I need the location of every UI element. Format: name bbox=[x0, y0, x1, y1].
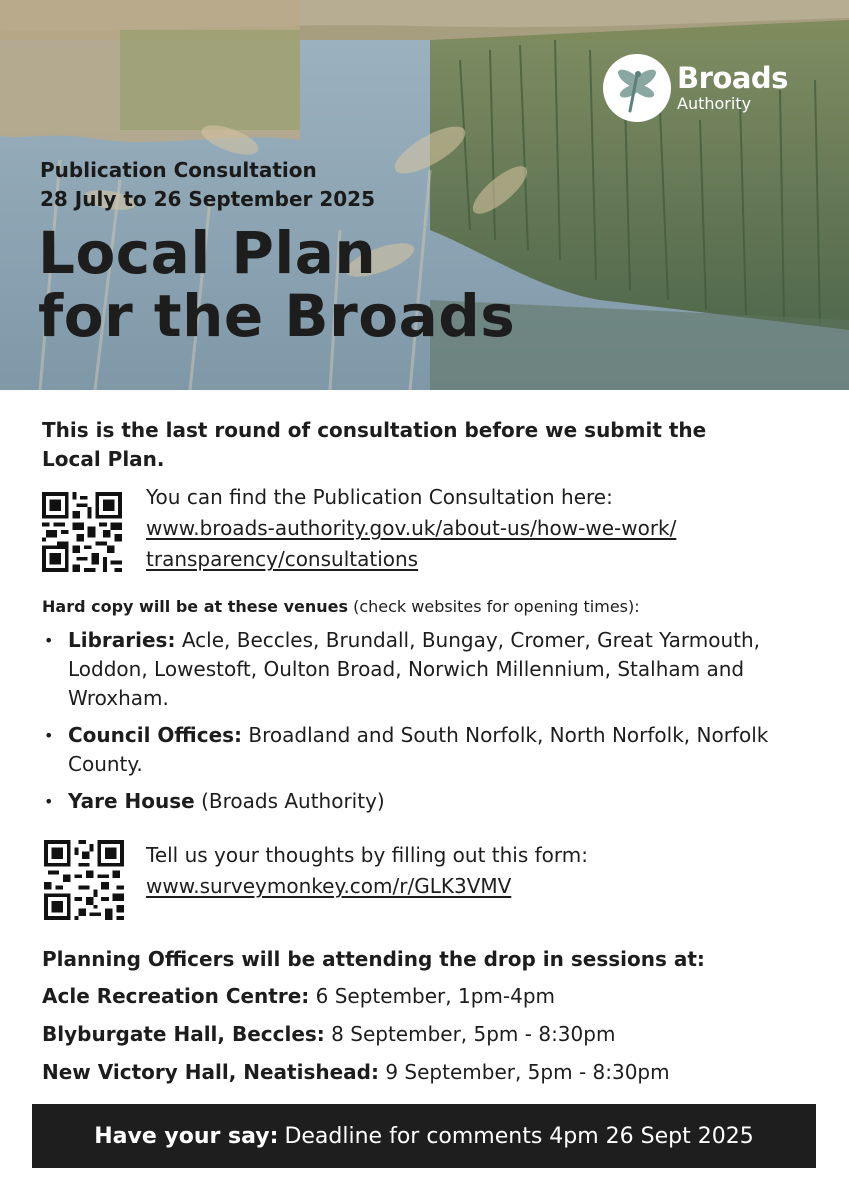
consultation-text: You can find the Publication Consultation here: bbox=[146, 485, 613, 509]
consultation-period bbox=[40, 156, 375, 214]
survey-text: Tell us your thoughts by filling out this form: bbox=[146, 843, 589, 867]
list-item bbox=[42, 787, 822, 816]
consultation-link[interactable] bbox=[146, 516, 676, 571]
venue-label: Libraries: bbox=[68, 628, 176, 652]
venue-text: (Broads Authority) bbox=[194, 789, 385, 813]
session-time: 6 September, 1pm-4pm bbox=[309, 984, 556, 1008]
session-list bbox=[42, 982, 670, 1096]
venue-label: Council Offices: bbox=[68, 723, 243, 747]
venue-text: Broadland and South Norfolk, North Norfolk, Norfolk County. bbox=[68, 723, 769, 776]
qr-code-survey-icon bbox=[44, 840, 124, 920]
page-title bbox=[38, 219, 516, 350]
venues-heading-bold: Hard copy will be at these venues bbox=[42, 597, 348, 616]
venue-list bbox=[42, 626, 822, 824]
sessions-heading: Planning Officers will be attending the drop in sessions at: bbox=[42, 947, 705, 971]
intro-text: This is the last round of consultation before we submit the Local Plan. bbox=[42, 418, 707, 471]
session-venue: New Victory Hall, Neatishead: bbox=[42, 1060, 379, 1084]
title-line-2: for the Broads bbox=[38, 282, 516, 350]
venue-text: Acle, Beccles, Brundall, Bungay, Cromer, Great Yarmouth, Loddon, Lowestoft, Oulton Broad, Norwich Millennium, Stalham and Wroxham. bbox=[68, 628, 760, 710]
kicker-line-1: Publication Consultation bbox=[40, 158, 317, 182]
consultation-info bbox=[146, 482, 806, 575]
list-item bbox=[42, 626, 822, 713]
venue-label: Yare House bbox=[68, 789, 195, 813]
kicker-line-2: 28 July to 26 September 2025 bbox=[40, 187, 376, 211]
consultation-link-line-1: www.broads-authority.gov.uk/about-us/how-we-work/ bbox=[146, 516, 677, 540]
hero-photo bbox=[0, 0, 849, 390]
broads-authority-logo bbox=[603, 54, 788, 122]
qr-code-consultation-icon bbox=[42, 492, 122, 572]
list-item bbox=[42, 1020, 670, 1049]
list-item bbox=[42, 721, 822, 779]
session-venue: Acle Recreation Centre: bbox=[42, 984, 310, 1008]
list-item bbox=[42, 982, 670, 1011]
consultation-link-line-2: transparency/consultations bbox=[146, 547, 419, 571]
banner-bold: Have your say: bbox=[94, 1123, 279, 1149]
logo-name: Broads bbox=[677, 61, 788, 95]
list-item bbox=[42, 1058, 670, 1087]
survey-info bbox=[146, 840, 806, 902]
logo-subtitle: Authority bbox=[677, 94, 752, 113]
dragonfly-icon bbox=[603, 54, 671, 122]
venues-heading bbox=[42, 596, 640, 618]
deadline-banner bbox=[32, 1104, 816, 1168]
title-line-1: Local Plan bbox=[38, 219, 377, 287]
venues-heading-rest: (check websites for opening times): bbox=[348, 597, 640, 616]
session-time: 9 September, 5pm - 8:30pm bbox=[378, 1060, 670, 1084]
session-time: 8 September, 5pm - 8:30pm bbox=[324, 1022, 616, 1046]
survey-link[interactable]: www.surveymonkey.com/r/GLK3VMV bbox=[146, 874, 512, 898]
banner-text: Deadline for comments 4pm 26 Sept 2025 bbox=[284, 1123, 754, 1149]
session-venue: Blyburgate Hall, Beccles: bbox=[42, 1022, 325, 1046]
